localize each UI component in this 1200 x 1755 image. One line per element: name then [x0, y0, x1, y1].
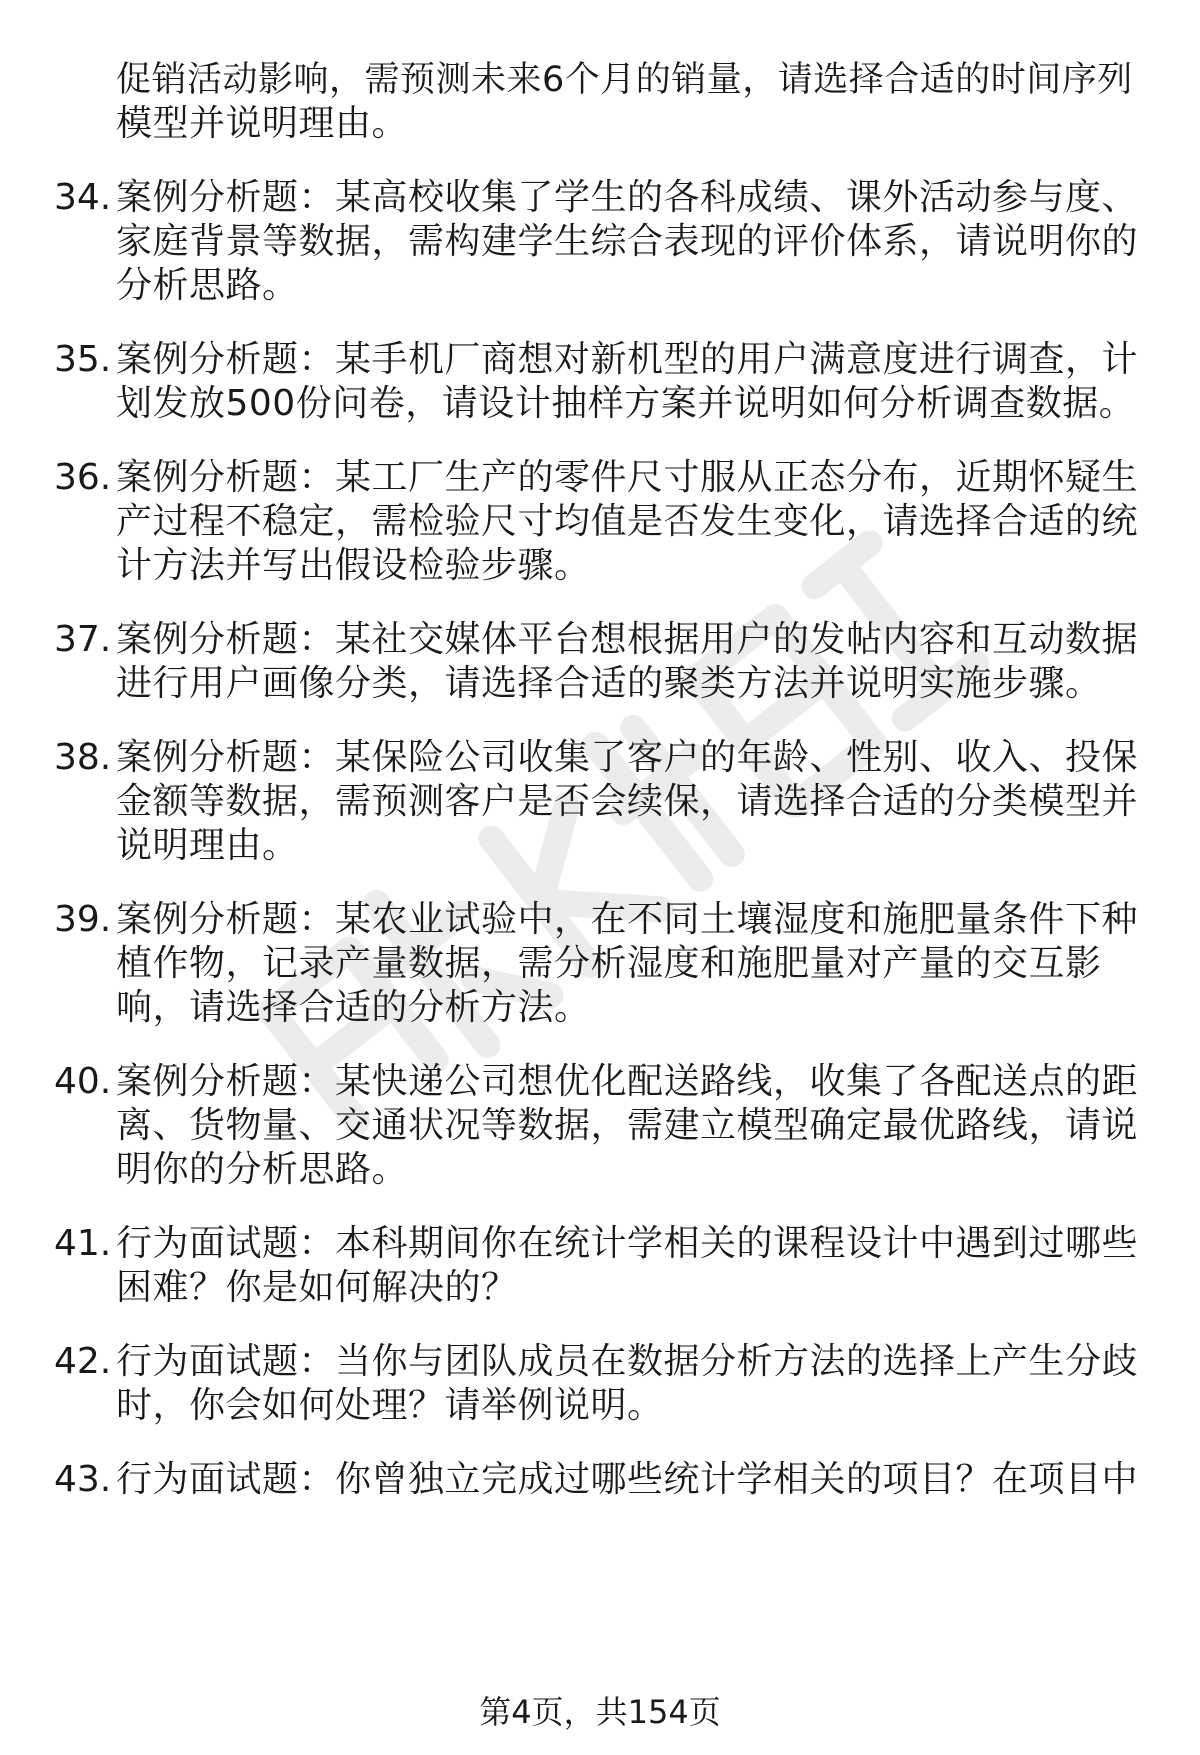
question-37-line-2: 进行用户画像分类，请选择合适的聚类方法并说明实施步骤。	[116, 663, 1102, 704]
question-number-38: 38.	[54, 737, 112, 778]
question-number-36: 36.	[54, 457, 112, 498]
question-number-37: 37.	[54, 619, 112, 660]
question-number-34: 34.	[54, 177, 112, 218]
question-43-line-1: 行为面试题：你曾独立完成过哪些统计学相关的项目？在项目中	[116, 1459, 1139, 1500]
continuation-line-1: 促销活动影响，需预测未来6个月的销量，请选择合适的时间序列	[116, 60, 1133, 100]
question-36-line-2: 产过程不稳定，需检验尺寸均值是否发生变化，请选择合适的统	[116, 501, 1139, 542]
question-34-line-1: 案例分析题：某高校收集了学生的各科成绩、课外活动参与度、	[116, 177, 1139, 218]
question-number-42: 42.	[54, 1341, 112, 1382]
page-footer: 第4页，共154页	[479, 1693, 721, 1731]
question-41-line-2: 困难？你是如何解决的？	[116, 1267, 518, 1308]
question-number-40: 40.	[54, 1061, 112, 1102]
question-42-line-1: 行为面试题：当你与团队成员在数据分析方法的选择上产生分歧	[116, 1341, 1139, 1382]
question-39-line-2: 植作物，记录产量数据，需分析湿度和施肥量对产量的交互影	[116, 943, 1102, 984]
question-37-line-1: 案例分析题：某社交媒体平台想根据用户的发帖内容和互动数据	[116, 619, 1139, 660]
question-42-line-2: 时，你会如何处理？请举例说明。	[116, 1385, 664, 1426]
question-39-line-3: 响，请选择合适的分析方法。	[116, 987, 591, 1028]
question-40-line-2: 离、货物量、交通状况等数据，需建立模型确定最优路线，请说	[116, 1105, 1139, 1146]
question-38-line-3: 说明理由。	[116, 825, 299, 866]
question-41-line-1: 行为面试题：本科期间你在统计学相关的课程设计中遇到过哪些	[116, 1223, 1139, 1264]
question-number-39: 39.	[54, 899, 112, 940]
question-number-41: 41.	[54, 1223, 112, 1264]
question-35-line-1: 案例分析题：某手机厂商想对新机型的用户满意度进行调查，计	[116, 339, 1139, 380]
continuation-line-2: 模型并说明理由。	[116, 103, 409, 144]
question-40-line-3: 明你的分析思路。	[116, 1149, 409, 1190]
question-35-line-2: 划发放500份问卷，请设计抽样方案并说明如何分析调查数据。	[116, 383, 1136, 424]
question-number-35: 35.	[54, 339, 112, 380]
question-38-line-1: 案例分析题：某保险公司收集了客户的年龄、性别、收入、投保	[116, 737, 1139, 778]
question-34-line-2: 家庭背景等数据，需构建学生综合表现的评价体系，请说明你的	[116, 221, 1139, 262]
question-38-line-2: 金额等数据，需预测客户是否会续保，请选择合适的分类模型并	[116, 781, 1139, 822]
question-40-line-1: 案例分析题：某快递公司想优化配送路线，收集了各配送点的距	[116, 1061, 1139, 1102]
question-36-line-1: 案例分析题：某工厂生产的零件尺寸服从正态分布，近期怀疑生	[116, 457, 1139, 498]
question-39-line-1: 案例分析题：某农业试验中，在不同土壤湿度和施肥量条件下种	[116, 899, 1139, 940]
question-number-43: 43.	[54, 1459, 112, 1500]
question-34-line-3: 分析思路。	[116, 265, 299, 306]
question-36-line-3: 计方法并写出假设检验步骤。	[116, 545, 591, 586]
